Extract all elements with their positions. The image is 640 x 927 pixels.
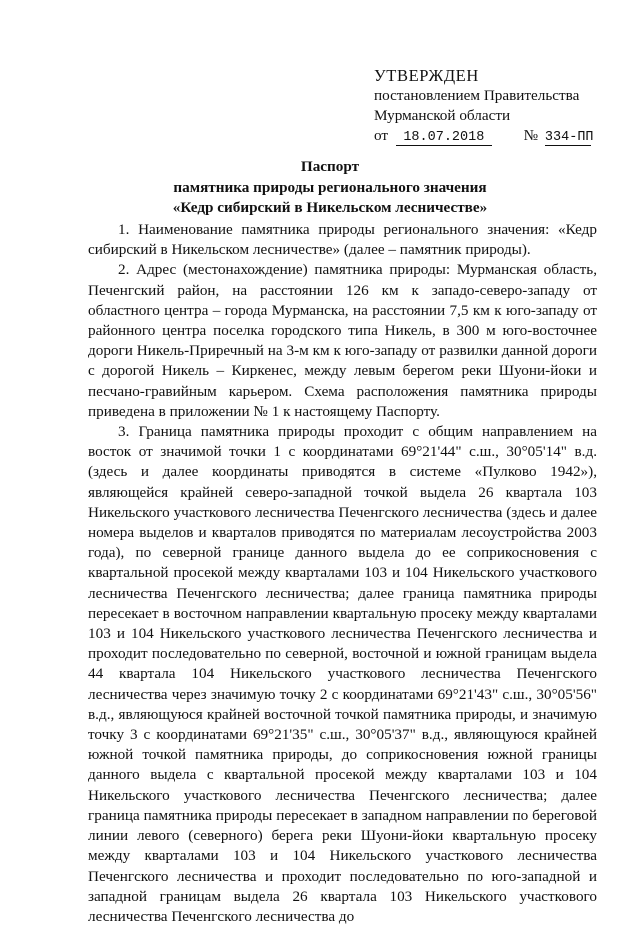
from-label: от <box>374 127 389 144</box>
title-line-3: «Кедр сибирский в Никельском лесничестве» <box>172 199 488 216</box>
paragraph-2: 2. Адрес (местонахождение) памятника природы: Мурманская область, Печенгский район, на расстоянии 126 км к западо-северо-западу от областного центра – города Мурманска, на расстоянии 7,5 км к юго-западу от районного центра поселка городского типа Никель, в 300 м юго-восточнее дороги Никель-Приречный на 3-м км к юго-западу от развилки данной дороги с дорогой Никель – Киркенес, между левым берегом реки Шуони-йоки и песчано-гравийным карьером. Схема расположения памятника природы приведена в приложении № 1 к настоящему Паспорту. <box>88 261 597 420</box>
approval-stamp <box>374 66 624 146</box>
approval-heading: УТВЕРЖДЕН <box>374 66 479 85</box>
title-line-2: памятника природы регионального значения <box>173 178 487 196</box>
approval-number: 334-ПП <box>544 130 594 145</box>
approval-date-line <box>374 126 624 146</box>
approval-line-1: постановлением Правительства <box>374 87 580 104</box>
number-label: № <box>523 127 539 144</box>
document-title <box>60 157 600 219</box>
approval-date: 18.07.2018 <box>396 130 492 146</box>
paragraph-3: 3. Граница памятника природы проходит с общим направлением на восток от значимой точки 1 с координатами 69°21'44" с.ш., 30°05'14" в.д. (здесь и далее координаты приводятся в системе «Пулково 1942»), являющейся крайней северо-западной точкой выдела 26 квартала 103 Никельского участкового лесничества Печенгского лесничества (здесь и далее номера выделов и кварталов приводятся по материалам лесоустройства 2003 года), по северной границе данного выдела до ее соприкосновения с квартальной просекой между кварталами 103 и 104 Никельского участкового лесничества Печенгского лесничества; далее граница памятника природы пересекает в восточном направлении квартальную просеку между кварталами 103 и 104 Никельского участкового лесничества Печенгского лесничества и проходит последовательно по северной, восточной и южной границам выдела 44 квартала 104 Никельского участкового лесничества Печенгского лесничества через значимую точку 2 с координатами 69°21'43" с.ш., 30°05'56" в.д., являющуюся крайней восточной точкой памятника природы, и значимую точку 3 с координатами 69°21'35" с.ш., 30°05'37" в.д., являющуюся крайней южной точкой памятника природы, до соприкосновения южной границы данного выдела с квартальной просекой между кварталами 103 и 104 Никельского участкового лесничества Печенгского лесничества; далее граница памятника природы пересекает в западном направлении по береговой линии левого (северного) берега реки Шуони-йоки квартальную просеку между кварталами 103 и 104 Никельского участкового лесничества Печенгского лесничества и проходит последовательно по юго-западной и западной границам выдела 26 квартала 103 Никельского участкового лесничества Печенгского лесничества до <box>88 423 597 925</box>
paragraph-1: 1. Наименование памятника природы регионального значения: «Кедр сибирский в Никельском лесничестве» (далее – памятник природы). <box>88 221 597 259</box>
document-body <box>88 220 597 927</box>
title-line-1: Паспорт <box>300 158 360 175</box>
approval-line-2: Мурманской области <box>374 107 511 124</box>
